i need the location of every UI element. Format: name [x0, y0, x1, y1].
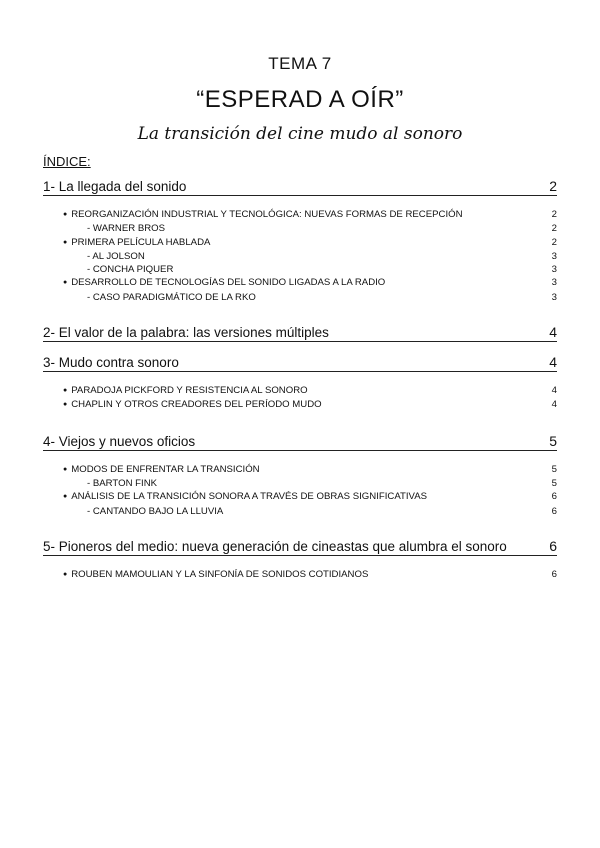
subitem-page: 2 — [551, 223, 557, 235]
item-label: ● ROUBEN MAMOULIAN Y LA SINFONÍA DE SONIDOS COTIDIANOS — [63, 568, 368, 582]
toc-item — [63, 276, 557, 290]
toc-section — [43, 538, 557, 582]
toc-section — [43, 324, 557, 342]
toc-section — [43, 178, 557, 314]
subitem-page: 3 — [551, 291, 557, 303]
item-label: ● DESARROLLO DE TECNOLOGÍAS DEL SONIDO LIGADAS A LA RADIO — [63, 276, 385, 290]
subitem-label: - CANTANDO BAJO LA LLUVIA — [87, 505, 223, 518]
item-page: 3 — [551, 277, 557, 289]
item-page: 2 — [551, 236, 557, 248]
item-page: 4 — [551, 385, 557, 397]
subitem-page: 5 — [551, 477, 557, 489]
subitem-label: - CASO PARADIGMÁTICO DE LA RKO — [87, 291, 256, 304]
item-label: ● PRIMERA PELÍCULA HABLADA — [63, 236, 210, 250]
toc-subitem — [63, 250, 557, 263]
toc-subitem — [63, 263, 557, 276]
toc-item — [63, 398, 557, 412]
section-page: 5 — [549, 432, 557, 449]
section-title: 4- Viejos y nuevos oficios — [43, 433, 196, 449]
section-title: 5- Pioneros del medio: nueva generación de cineastas que alumbra el sonoro — [43, 538, 507, 554]
toc-item — [63, 208, 557, 222]
item-page: 6 — [551, 568, 557, 580]
item-label: ● REORGANIZACIÓN INDUSTRIAL Y TECNOLÓGICA: NUEVAS FORMAS DE RECEPCIÓN — [63, 208, 463, 222]
toc-items — [63, 463, 557, 518]
item-label: ● MODOS DE ENFRENTAR LA TRANSICIÓN — [63, 463, 260, 477]
item-page: 4 — [551, 399, 557, 411]
table-of-contents — [43, 178, 557, 592]
toc-subitem — [63, 505, 557, 518]
section-title: 3- Mudo contra sonoro — [43, 355, 179, 371]
toc-items — [63, 208, 557, 304]
index-heading: ÍNDICE: — [43, 154, 91, 169]
toc-item — [63, 236, 557, 250]
toc-section-heading — [43, 354, 557, 372]
toc-item — [63, 490, 557, 504]
section-title: 1- La llegada del sonido — [43, 179, 187, 194]
section-page: 2 — [549, 178, 557, 194]
section-title: 2- El valor de la palabra: las versiones múltiples — [43, 325, 329, 341]
section-page: 6 — [549, 537, 557, 554]
toc-items — [63, 568, 557, 582]
section-page: 4 — [549, 324, 557, 341]
item-label: ● ANÁLISIS DE LA TRANSICIÓN SONORA A TRAVÉS DE OBRAS SIGNIFICATIVAS — [63, 490, 427, 504]
toc-section-heading — [43, 538, 557, 556]
toc-section — [43, 354, 557, 423]
toc-section-heading — [43, 433, 557, 451]
toc-subitem — [63, 222, 557, 235]
section-page: 4 — [549, 354, 557, 371]
toc-item — [63, 568, 557, 582]
subitem-label: - WARNER BROS — [87, 222, 165, 235]
item-page: 5 — [551, 463, 557, 475]
subitem-label: - AL JOLSON — [87, 250, 145, 263]
document-subtitle: La transición del cine mudo al sonoro — [137, 124, 463, 144]
subitem-label: - BARTON FINK — [87, 477, 157, 490]
toc-item — [63, 384, 557, 398]
subitem-page: 6 — [551, 505, 557, 517]
subitem-page: 3 — [551, 264, 557, 276]
toc-items — [63, 384, 557, 413]
tema-number: TEMA 7 — [268, 54, 332, 73]
item-label: ● PARADOJA PICKFORD Y RESISTENCIA AL SONORO — [63, 384, 308, 398]
subitem-label: - CONCHA PIQUER — [87, 263, 173, 276]
toc-item — [63, 463, 557, 477]
item-page: 2 — [551, 209, 557, 220]
toc-section — [43, 433, 557, 528]
document-title: “ESPERAD A OÍR” — [196, 86, 404, 113]
item-label: ● CHAPLIN Y OTROS CREADORES DEL PERÍODO MUDO — [63, 398, 322, 412]
item-page: 6 — [551, 491, 557, 503]
toc-section-heading — [43, 178, 557, 196]
toc-subitem — [63, 477, 557, 490]
toc-section-heading — [43, 324, 557, 342]
subitem-page: 3 — [551, 250, 557, 262]
toc-subitem — [63, 291, 557, 304]
